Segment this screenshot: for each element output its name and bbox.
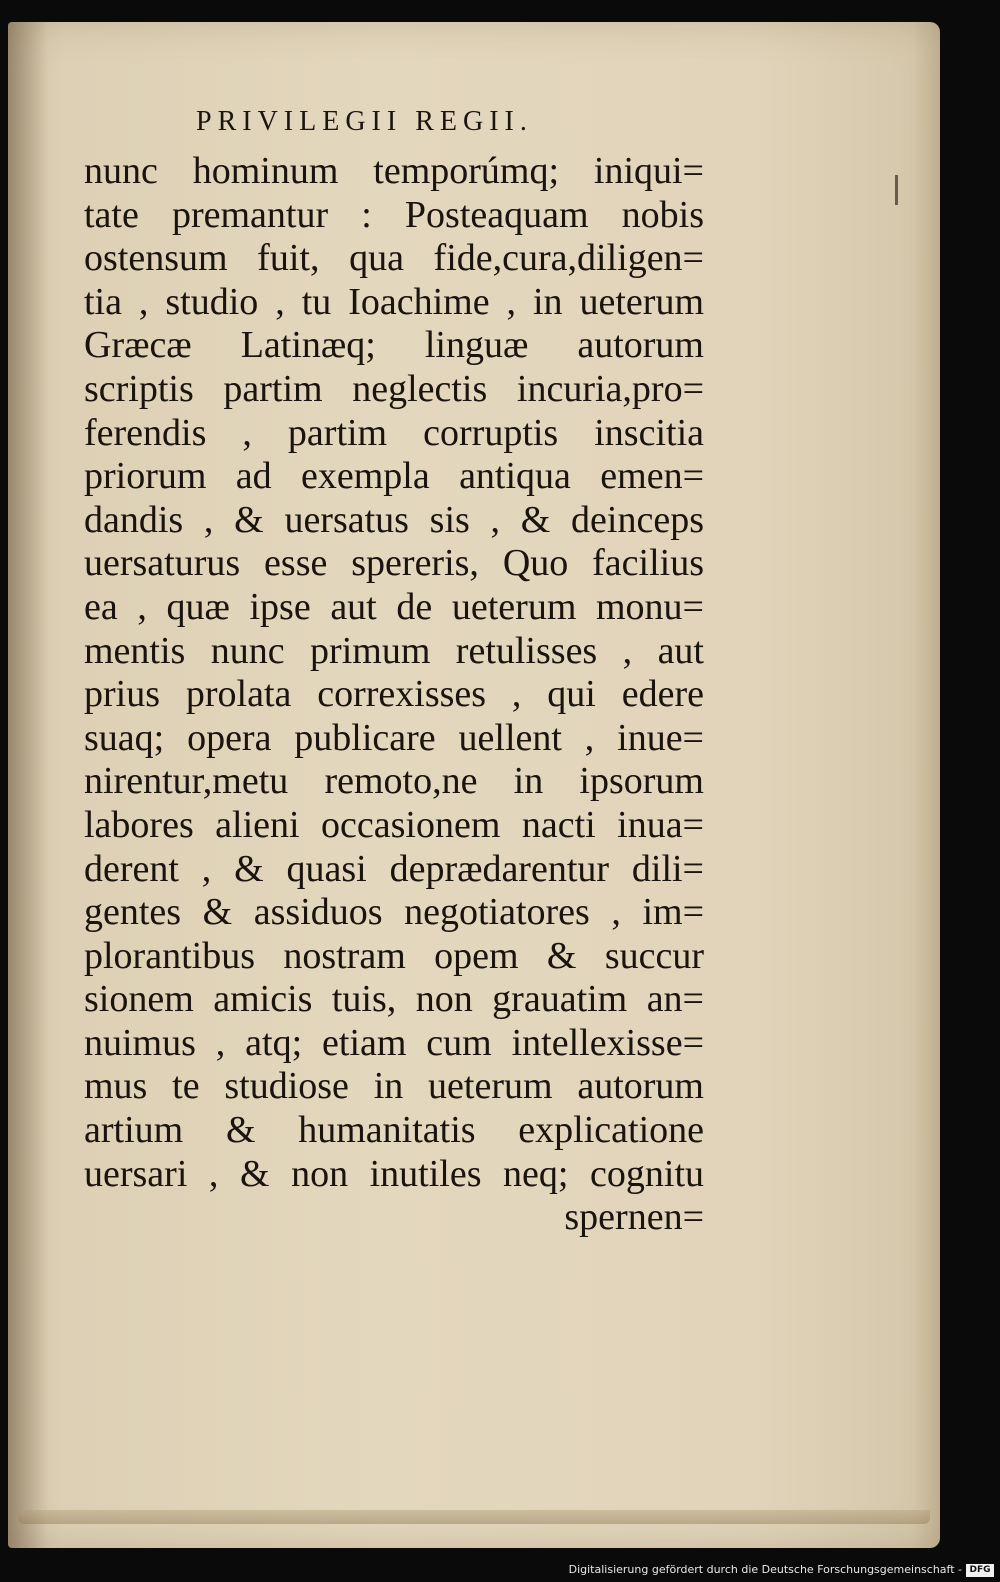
text-line: artium & humanitatis explicatione bbox=[84, 1109, 704, 1152]
running-head: PRIVILEGII REGII. bbox=[196, 106, 533, 137]
text-line: dandis , & uersatus sis , & deinceps bbox=[84, 498, 704, 541]
text-line: nunc hominum temporúmq; iniqui= bbox=[84, 150, 704, 192]
text-line: prius prolata correxisses , qui edere bbox=[84, 673, 704, 716]
text-line: mentis nunc primum retulisses , aut bbox=[84, 629, 704, 672]
text-line: tate premantur : Posteaquam nobis bbox=[84, 193, 704, 236]
body-text bbox=[84, 150, 704, 1240]
dfg-logo: DFG bbox=[966, 1564, 994, 1577]
text-line: nirentur,metu remoto,ne in ipsorum bbox=[84, 760, 704, 803]
digitization-credit: Digitalisierung gefördert durch die Deutsche Forschungsgemeinschaft - bbox=[568, 1563, 962, 1576]
page-edge bbox=[18, 1510, 930, 1524]
text-line: ferendis , partim corruptis inscitia bbox=[84, 411, 704, 454]
text-line: scriptis partim neglectis incuria,pro= bbox=[84, 367, 704, 410]
text-line: sionem amicis tuis, non grauatim an= bbox=[84, 978, 704, 1021]
text-line: priorum ad exempla antiqua emen= bbox=[84, 455, 704, 498]
margin-mark bbox=[895, 175, 898, 205]
text-line: nuimus , atq; etiam cum intellexisse= bbox=[84, 1021, 704, 1064]
catchword: spernen= bbox=[564, 1196, 704, 1239]
text-line: ea , quæ ipse aut de ueterum monu= bbox=[84, 585, 704, 628]
text-line: plorantibus nostram opem & succur bbox=[84, 934, 704, 977]
text-line: derent , & quasi deprædarentur dili= bbox=[84, 847, 704, 890]
text-line: mus te studiose in ueterum autorum bbox=[84, 1065, 704, 1108]
spine-shadow bbox=[8, 22, 48, 1548]
text-line: uersari , & non inutiles neq; cognitu bbox=[84, 1152, 704, 1195]
text-line: Græcæ Latinæq; linguæ autorum bbox=[84, 324, 704, 367]
text-line: ostensum fuit, qua fide,cura,diligen= bbox=[84, 237, 704, 280]
text-line: suaq; opera publicare uellent , inue= bbox=[84, 716, 704, 759]
text-line: gentes & assiduos negotiatores , im= bbox=[84, 891, 704, 934]
text-line: tia , studio , tu Ioachime , in ueterum bbox=[84, 280, 704, 323]
text-line: uersaturus esse spereris, Quo facilius bbox=[84, 542, 704, 585]
text-line: labores alieni occasionem nacti inua= bbox=[84, 803, 704, 846]
